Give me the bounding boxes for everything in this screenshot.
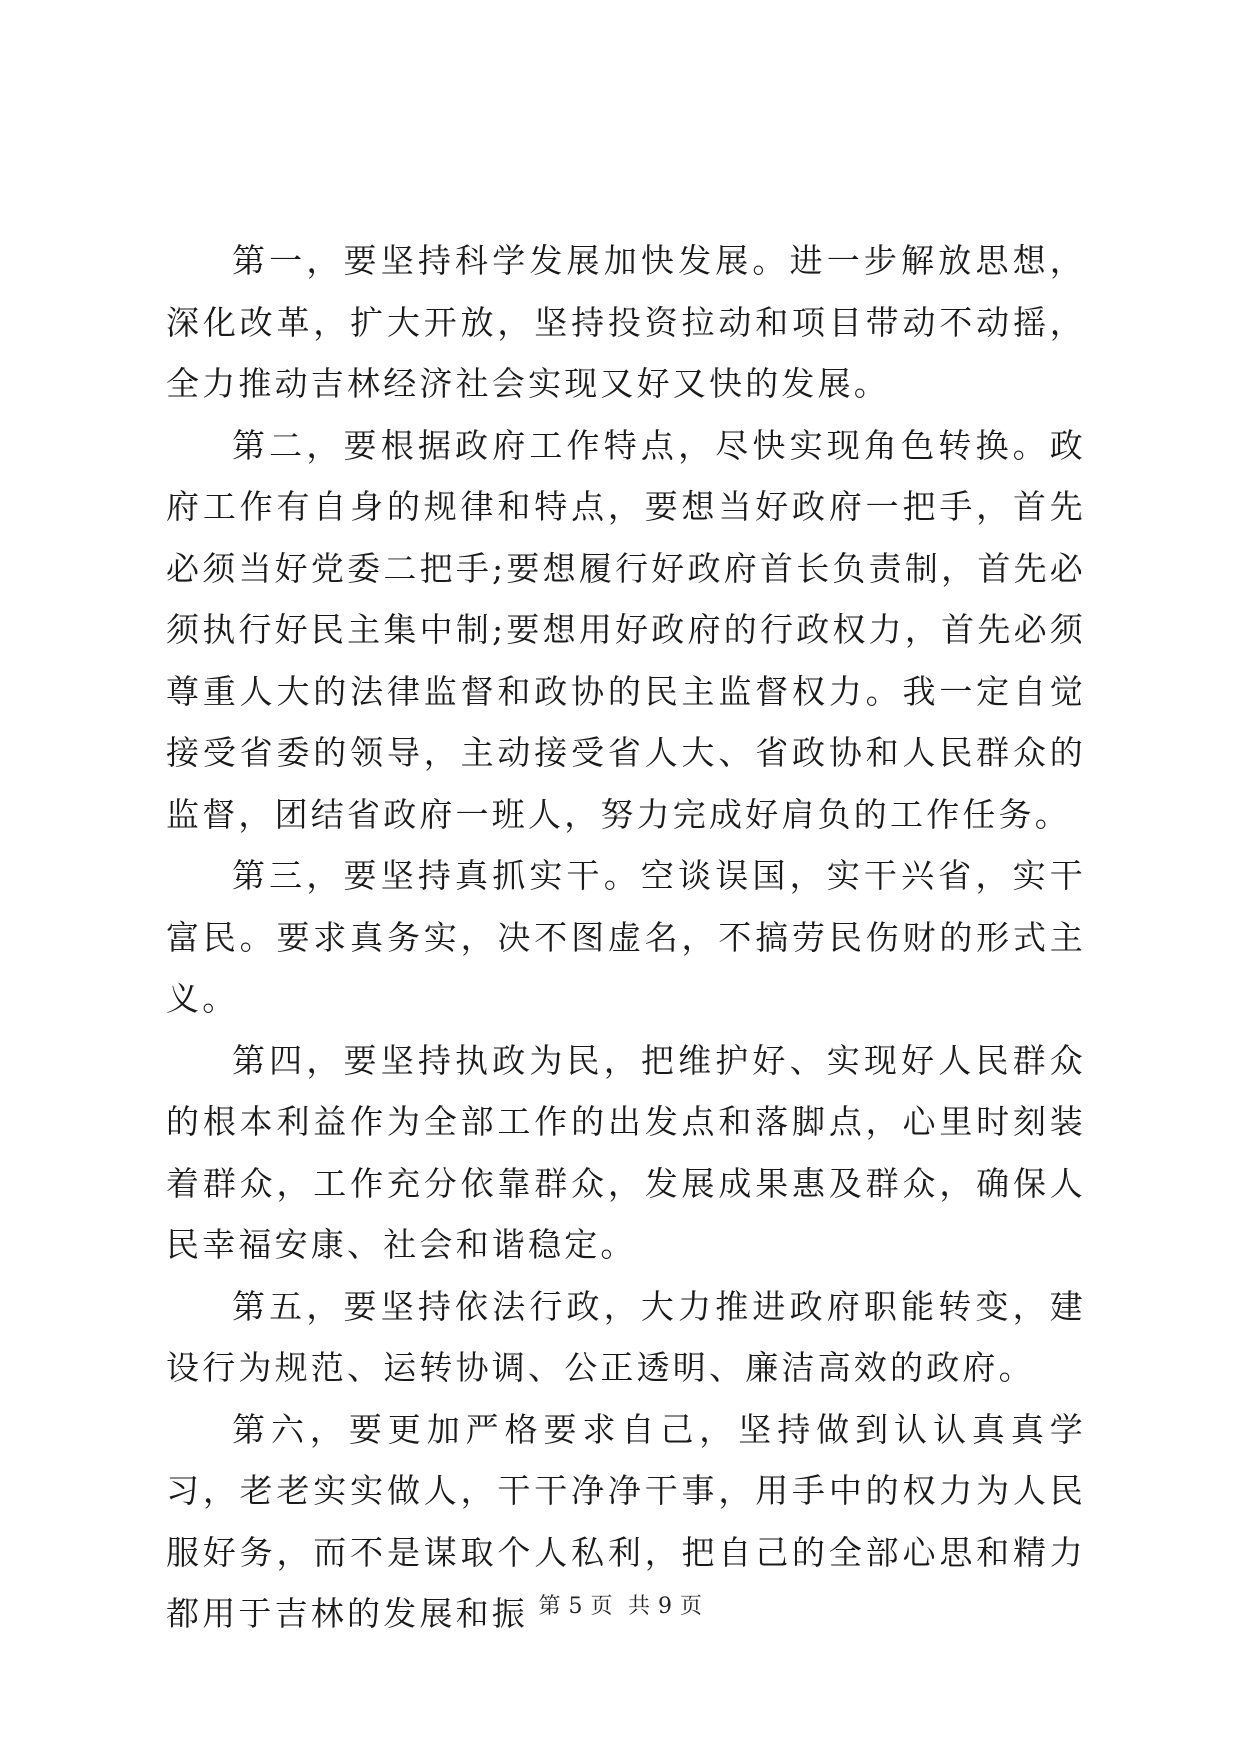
paragraph-5: 第五，要坚持依法行政，大力推进政府职能转变，建设行为规范、运转协调、公正透明、廉洁高效的政府。 <box>166 1286 1086 1387</box>
paragraph-1: 第一，要坚持科学发展加快发展。进一步解放思想，深化改革，扩大开放，坚持投资拉动和项目带动不动摇，全力推动吉林经济社会实现又好又快的发展。 <box>166 241 1086 403</box>
page-number-label: 第 5 页 共 9 页 <box>538 1594 703 1619</box>
document-body <box>166 230 1086 1645</box>
paragraph-3: 第三，要坚持真抓实干。空谈误国，实干兴省，实干富民。要求真务实，决不图虚名，不搞劳民伤财的形式主义。 <box>166 856 1086 1018</box>
page-footer <box>0 1592 1241 1622</box>
paragraph-4: 第四，要坚持执政为民，把维护好、实现好人民群众的根本利益作为全部工作的出发点和落脚点，心里时刻装着群众，工作充分依靠群众，发展成果惠及群众，确保人民幸福安康、社会和谐稳定。 <box>166 1040 1086 1264</box>
paragraph-2: 第二，要根据政府工作特点，尽快实现角色转换。政府工作有自身的规律和特点，要想当好政府一把手，首先必须当好党委二把手;要想履行好政府首长负责制，首先必须执行好民主集中制;要想用好政府的行政权力，首先必须尊重人大的法律监督和政协的民主监督权力。我一定自觉接受省委的领导，主动接受省人大、省政协和人民群众的监督，团结省政府一班人，努力完成好肩负的工作任务。 <box>166 425 1086 834</box>
paragraph-6: 第六，要更加严格要求自己，坚持做到认认真真学习，老老实实做人，干干净净干事，用手中的权力为人民服好务，而不是谋取个人私利，把自己的全部心思和精力都用于吉林的发展和振 <box>166 1409 1086 1633</box>
